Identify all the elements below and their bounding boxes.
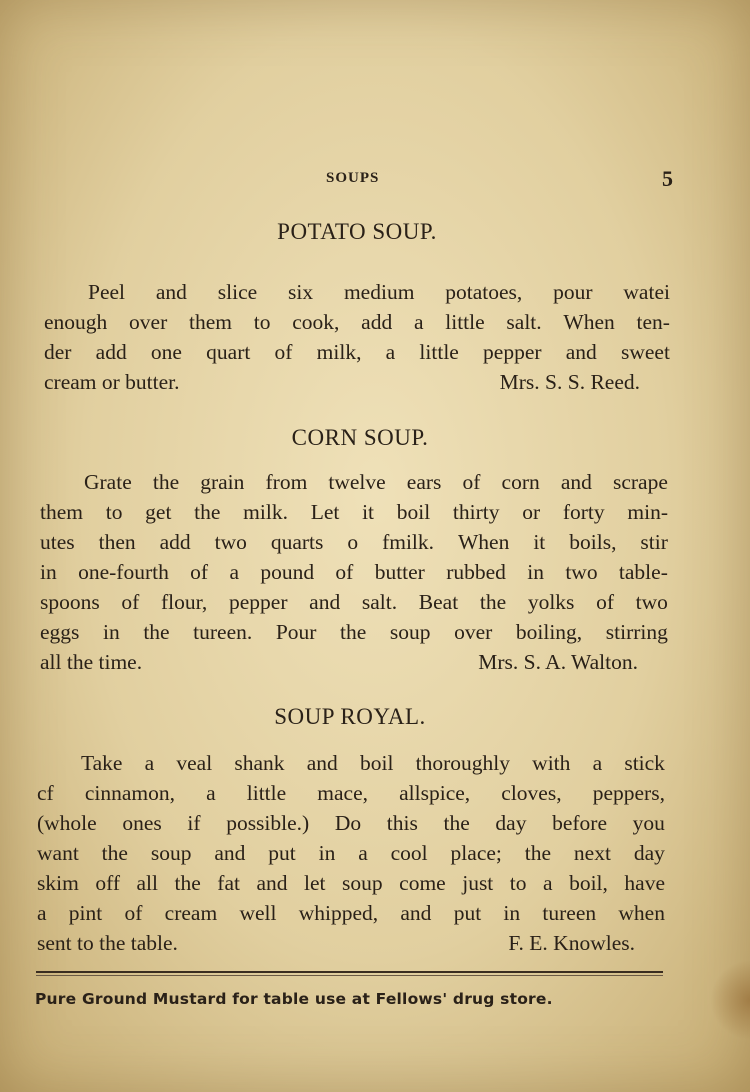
word: allspice, <box>399 781 471 805</box>
word: of <box>121 590 140 614</box>
word: two <box>565 560 598 584</box>
word: cf <box>37 781 54 805</box>
word: salt. <box>506 310 542 334</box>
word: table- <box>618 560 668 584</box>
word: spoons <box>40 590 100 614</box>
word: stir <box>640 530 668 554</box>
word: little <box>246 781 287 805</box>
word: a <box>206 781 216 805</box>
word: pint <box>68 901 103 925</box>
word: pound <box>260 560 315 584</box>
word: tureen <box>542 901 597 925</box>
word: and <box>306 751 338 775</box>
word: over <box>129 310 168 334</box>
word: butter <box>374 560 425 584</box>
word: cool <box>390 841 428 865</box>
word: milk. <box>243 500 288 524</box>
word: enough <box>44 310 108 334</box>
word: them <box>189 310 232 334</box>
word: just <box>462 871 494 895</box>
recipe-signature: Mrs. S. S. Reed. <box>499 370 640 394</box>
word: of <box>462 470 481 494</box>
recipe-line <box>37 898 665 928</box>
word: and <box>214 841 246 865</box>
word: cinnamon, <box>84 781 175 805</box>
word: veal <box>176 751 213 775</box>
word: the <box>524 841 552 865</box>
recipe-line <box>40 497 668 527</box>
word: When <box>563 310 615 334</box>
word: to <box>509 871 527 895</box>
recipe-line <box>40 647 668 677</box>
word: the <box>443 811 470 835</box>
recipe-body-corn-soup <box>40 467 668 677</box>
word: the <box>174 871 201 895</box>
word: a <box>413 310 424 334</box>
word: this <box>386 811 418 835</box>
word: and <box>309 590 341 614</box>
word: boils, <box>569 530 617 554</box>
word: soup <box>150 841 192 865</box>
word: thoroughly <box>415 751 510 775</box>
word: a <box>543 871 553 895</box>
word: them <box>40 500 83 524</box>
word: of <box>274 340 293 364</box>
word: mace, <box>317 781 369 805</box>
recipe-title-soup-royal: SOUP ROYAL. <box>274 704 426 729</box>
word: yolks <box>527 590 575 614</box>
word: cream <box>164 901 218 925</box>
recipe-signature: Mrs. S. A. Walton. <box>478 650 638 674</box>
word: boil, <box>569 871 608 895</box>
word: Grate <box>84 470 132 494</box>
word: a <box>358 841 368 865</box>
word: the <box>194 500 221 524</box>
word: the <box>101 841 128 865</box>
word: next <box>573 841 611 865</box>
word: eggs <box>40 620 80 644</box>
word: it <box>533 530 546 554</box>
word: flour, <box>161 590 208 614</box>
word: twelve <box>328 470 386 494</box>
word: potatoes, <box>445 280 523 304</box>
word: quarts <box>270 530 324 554</box>
word: the <box>152 470 180 494</box>
word: tureen. <box>193 620 253 644</box>
recipe-line <box>37 778 665 808</box>
word: one <box>150 340 182 364</box>
word: the <box>340 620 367 644</box>
word: two <box>214 530 247 554</box>
word: then <box>98 530 136 554</box>
word: have <box>624 871 665 895</box>
recipe-line <box>40 467 668 497</box>
recipe-line <box>40 527 668 557</box>
word: salt. <box>361 590 398 614</box>
word: get <box>145 500 172 524</box>
word: cloves, <box>501 781 562 805</box>
footer-rule <box>36 971 663 973</box>
word: of <box>596 590 614 614</box>
word: shank <box>234 751 285 775</box>
word: der <box>44 340 72 364</box>
word: boil <box>396 500 431 524</box>
word: Let <box>310 500 340 524</box>
word: from <box>265 470 308 494</box>
word: ears <box>406 470 442 494</box>
word: and <box>560 470 592 494</box>
recipe-line <box>44 307 670 337</box>
page-number: 5 <box>662 166 673 191</box>
word: corn <box>501 470 540 494</box>
word: Peel <box>88 280 126 304</box>
word: fmilk. <box>382 530 435 554</box>
word: one-fourth <box>78 560 169 584</box>
recipe-line <box>44 367 670 397</box>
word: day <box>633 841 665 865</box>
word: Pour <box>275 620 317 644</box>
word: and <box>256 871 288 895</box>
word: soup <box>389 620 431 644</box>
word: o <box>347 530 359 554</box>
recipe-line-text: sent to the table. <box>37 931 178 955</box>
word: thirty <box>452 500 500 524</box>
word: forty <box>562 500 605 524</box>
word: when <box>618 901 665 925</box>
word: in <box>527 560 544 584</box>
word: medium <box>343 280 415 304</box>
word: to <box>253 310 271 334</box>
recipe-title-corn-soup: CORN SOUP. <box>291 425 429 450</box>
word: watei <box>623 280 670 304</box>
word: and <box>155 280 187 304</box>
word: skim <box>37 871 79 895</box>
word: add <box>159 530 191 554</box>
word: stick <box>624 751 665 775</box>
word: Beat <box>418 590 459 614</box>
word: little <box>445 310 485 334</box>
word: to <box>105 500 123 524</box>
word: (whole <box>37 811 97 835</box>
word: before <box>552 811 607 835</box>
recipe-line <box>37 838 665 868</box>
word: of <box>190 560 209 584</box>
word: pepper <box>228 590 288 614</box>
word: of <box>335 560 354 584</box>
footer-advertisement: Pure Ground Mustard for table use at Fellows' drug store. <box>35 990 553 1008</box>
word: two <box>635 590 668 614</box>
recipe-signature: F. E. Knowles. <box>508 931 635 955</box>
word: a <box>385 340 396 364</box>
word: Do <box>334 811 362 835</box>
word: pepper <box>483 340 542 364</box>
word: a <box>37 901 47 925</box>
word: off <box>95 871 121 895</box>
word: put <box>453 901 482 925</box>
word: Take <box>81 751 123 775</box>
word: you <box>632 811 665 835</box>
word: fat <box>217 871 240 895</box>
word: a <box>229 560 239 584</box>
word: with <box>532 751 571 775</box>
word: boiling, <box>515 620 583 644</box>
word: possible.) <box>226 811 310 835</box>
word: six <box>288 280 314 304</box>
word: let <box>304 871 326 895</box>
page-stain <box>710 960 750 1040</box>
word: want <box>37 841 79 865</box>
word: add <box>361 310 393 334</box>
word: in <box>503 901 521 925</box>
word: little <box>419 340 459 364</box>
word: in <box>40 560 57 584</box>
word: soup <box>342 871 383 895</box>
word: if <box>187 811 201 835</box>
recipe-body-potato-soup <box>44 277 670 397</box>
recipe-line <box>44 277 670 307</box>
recipe-line <box>37 928 665 958</box>
word: it <box>362 500 375 524</box>
word: slice <box>217 280 258 304</box>
word: in <box>103 620 120 644</box>
word: of <box>124 901 143 925</box>
recipe-line <box>37 868 665 898</box>
word: pour <box>553 280 593 304</box>
word: min- <box>627 500 668 524</box>
recipe-line-text: cream or butter. <box>44 370 180 394</box>
recipe-title-potato-soup: POTATO SOUP. <box>277 219 437 244</box>
word: place; <box>450 841 502 865</box>
word: well <box>239 901 277 925</box>
word: scrape <box>612 470 668 494</box>
recipe-line <box>37 808 665 838</box>
word: milk, <box>316 340 362 364</box>
word: and <box>400 901 432 925</box>
word: utes <box>40 530 75 554</box>
word: grain <box>200 470 245 494</box>
word: quart <box>206 340 251 364</box>
word: come <box>399 871 446 895</box>
recipe-line <box>40 587 668 617</box>
running-head: SOUPS <box>326 170 380 186</box>
word: ten- <box>636 310 670 334</box>
word: boil <box>359 751 394 775</box>
word: the <box>143 620 170 644</box>
word: or <box>522 500 541 524</box>
word: the <box>479 590 507 614</box>
recipe-line <box>40 557 668 587</box>
recipe-line <box>44 337 670 367</box>
word: put <box>268 841 296 865</box>
word: over <box>454 620 493 644</box>
word: a <box>592 751 603 775</box>
word: all <box>136 871 159 895</box>
word: ones <box>122 811 162 835</box>
footer-rule-thin <box>36 975 663 976</box>
word: in <box>318 841 336 865</box>
word: whipped, <box>298 901 379 925</box>
word: rubbed <box>446 560 506 584</box>
recipe-line <box>40 617 668 647</box>
word: stirring <box>605 620 668 644</box>
word: sweet <box>621 340 670 364</box>
word: and <box>565 340 597 364</box>
recipe-line <box>37 748 665 778</box>
word: a <box>144 751 155 775</box>
word: peppers, <box>592 781 665 805</box>
word: When <box>458 530 510 554</box>
word: day <box>495 811 527 835</box>
recipe-line-text: all the time. <box>40 650 143 674</box>
word: add <box>95 340 127 364</box>
recipe-body-soup-royal <box>37 748 665 958</box>
word: cook, <box>292 310 340 334</box>
